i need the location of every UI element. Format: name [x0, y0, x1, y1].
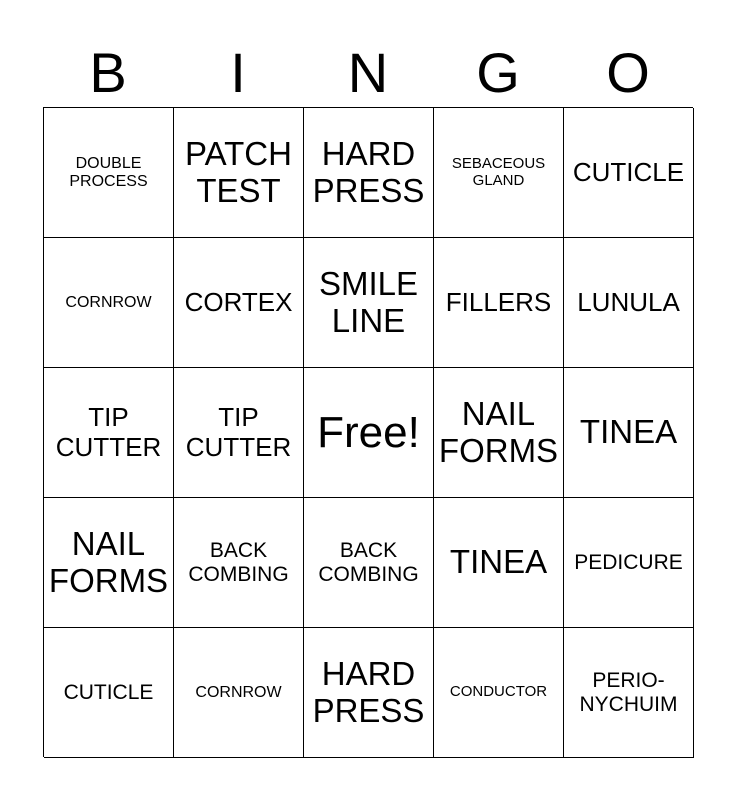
bingo-cell[interactable]: CORTEX	[174, 238, 304, 368]
bingo-cell[interactable]: FILLERS	[434, 238, 564, 368]
bingo-cell[interactable]: TINEA	[434, 498, 564, 628]
bingo-cell[interactable]: CUTICLE	[44, 628, 174, 758]
header-letter-g: G	[476, 41, 520, 104]
bingo-cell[interactable]: PEDICURE	[564, 498, 694, 628]
bingo-cell[interactable]: NAIL FORMS	[44, 498, 174, 628]
bingo-cell[interactable]: LUNULA	[564, 238, 694, 368]
header-letter-b: B	[89, 41, 127, 104]
bingo-cell[interactable]: DOUBLE PROCESS	[44, 108, 174, 238]
bingo-cell[interactable]: CORNROW	[44, 238, 174, 368]
bingo-cell[interactable]: PATCH TEST	[174, 108, 304, 238]
bingo-cell[interactable]: SMILE LINE	[304, 238, 434, 368]
header-letter-i: I	[230, 41, 246, 104]
bingo-cell[interactable]: BACK COMBING	[174, 498, 304, 628]
bingo-cell[interactable]: BACK COMBING	[304, 498, 434, 628]
bingo-cell[interactable]: HARD PRESS	[304, 628, 434, 758]
free-space-cell[interactable]: Free!	[304, 368, 434, 498]
bingo-header	[43, 40, 693, 106]
bingo-cell[interactable]: TIP CUTTER	[44, 368, 174, 498]
bingo-cell[interactable]: CUTICLE	[564, 108, 694, 238]
bingo-cell[interactable]: TIP CUTTER	[174, 368, 304, 498]
header-letter-o: O	[606, 41, 650, 104]
bingo-cell[interactable]: HARD PRESS	[304, 108, 434, 238]
bingo-card-grid	[43, 107, 693, 757]
bingo-cell[interactable]: CORNROW	[174, 628, 304, 758]
header-letter-n: N	[347, 41, 389, 104]
bingo-cell[interactable]: CONDUCTOR	[434, 628, 564, 758]
bingo-cell[interactable]: SEBACEOUS GLAND	[434, 108, 564, 238]
bingo-cell[interactable]: NAIL FORMS	[434, 368, 564, 498]
bingo-cell[interactable]: TINEA	[564, 368, 694, 498]
bingo-cell[interactable]: PERIO- NYCHUIM	[564, 628, 694, 758]
